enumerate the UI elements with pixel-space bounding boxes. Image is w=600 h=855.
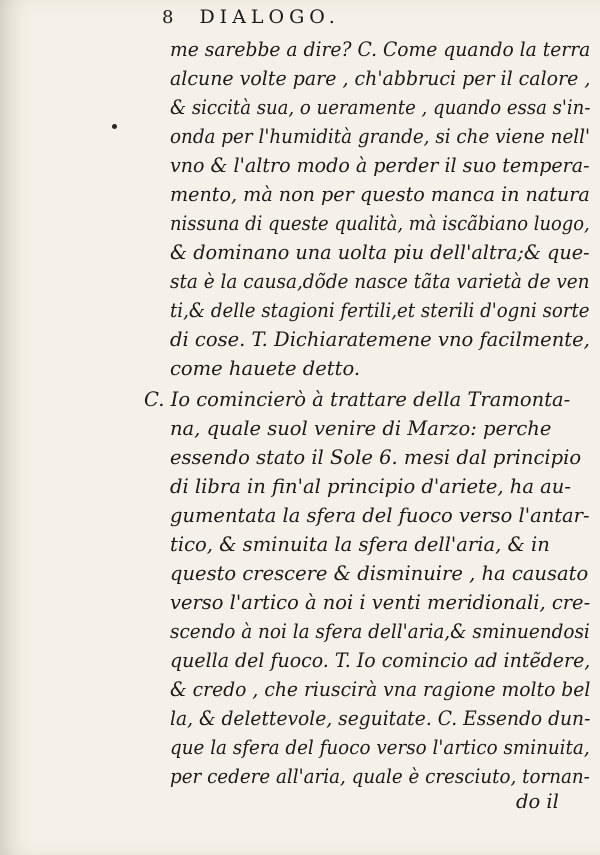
margin-mark bbox=[112, 124, 117, 129]
text-line: me sarebbe a dire? C. Come quando la terra bbox=[170, 38, 591, 61]
text-line: C. Io comincierò à trattare della Tramonta- bbox=[144, 388, 571, 411]
text-line: & dominano una uolta piu dell'altra;& que- bbox=[170, 241, 590, 264]
text-line: verso l'artico à noi i venti meridionali, cre- bbox=[170, 591, 591, 614]
text-line: vno & l'altro modo à perder il suo tempera- bbox=[170, 154, 590, 177]
text-line: la, & delettevole, seguitate. C. Essendo dun- bbox=[170, 707, 591, 730]
text-line: alcune volte pare , ch'abbruci per il calore , bbox=[170, 67, 591, 90]
text-line: nissuna di queste qualità, mà iscãbiano luogo, bbox=[170, 212, 590, 235]
text-line: gumentata la sfera del fuoco verso l'antar- bbox=[170, 504, 590, 527]
page-number: 8 bbox=[162, 7, 174, 28]
text-line: na, quale suol venire di Marzo: perche bbox=[170, 417, 552, 440]
catchword: do il bbox=[516, 790, 559, 813]
text-line: per cedere all'aria, quale è cresciuto, tornan- bbox=[170, 765, 590, 788]
text-line: & siccità sua, o ueramente , quando essa s'in- bbox=[170, 96, 591, 119]
text-line: di cose. T. Dichiaratemene vno facilmente, bbox=[170, 328, 590, 351]
text-line: que la sfera del fuoco verso l'artico sminuita, bbox=[170, 736, 590, 759]
text-line: ti,& delle stagioni fertili,et sterili d'ogni sorte bbox=[170, 299, 590, 322]
running-head: DIALOGO. bbox=[199, 6, 340, 28]
text-line: quella del fuoco. T. Io comincio ad intẽdere, bbox=[170, 649, 591, 672]
text-line: & credo , che riuscirà vna ragione molto bel bbox=[170, 678, 591, 701]
text-line: sta è la causa,dõde nasce tãta varietà de ven bbox=[170, 270, 590, 293]
text-line: onda per l'humidità grande, si che viene nell' bbox=[170, 125, 591, 148]
text-line: mento, mà non per questo manca in natura bbox=[170, 183, 590, 206]
page-header bbox=[162, 6, 340, 28]
text-line: essendo stato il Sole 6. mesi dal principio bbox=[170, 446, 582, 469]
text-line: di libra in fin'al principio d'ariete, ha au- bbox=[170, 475, 571, 498]
text-line: scendo à noi la sfera dell'aria,& sminuendosi bbox=[170, 620, 590, 643]
text-line: come hauete detto. bbox=[170, 357, 361, 380]
text-line: questo crescere & disminuire , ha causato bbox=[170, 562, 589, 585]
text-line: tico, & sminuita la sfera dell'aria, & in bbox=[170, 533, 550, 556]
